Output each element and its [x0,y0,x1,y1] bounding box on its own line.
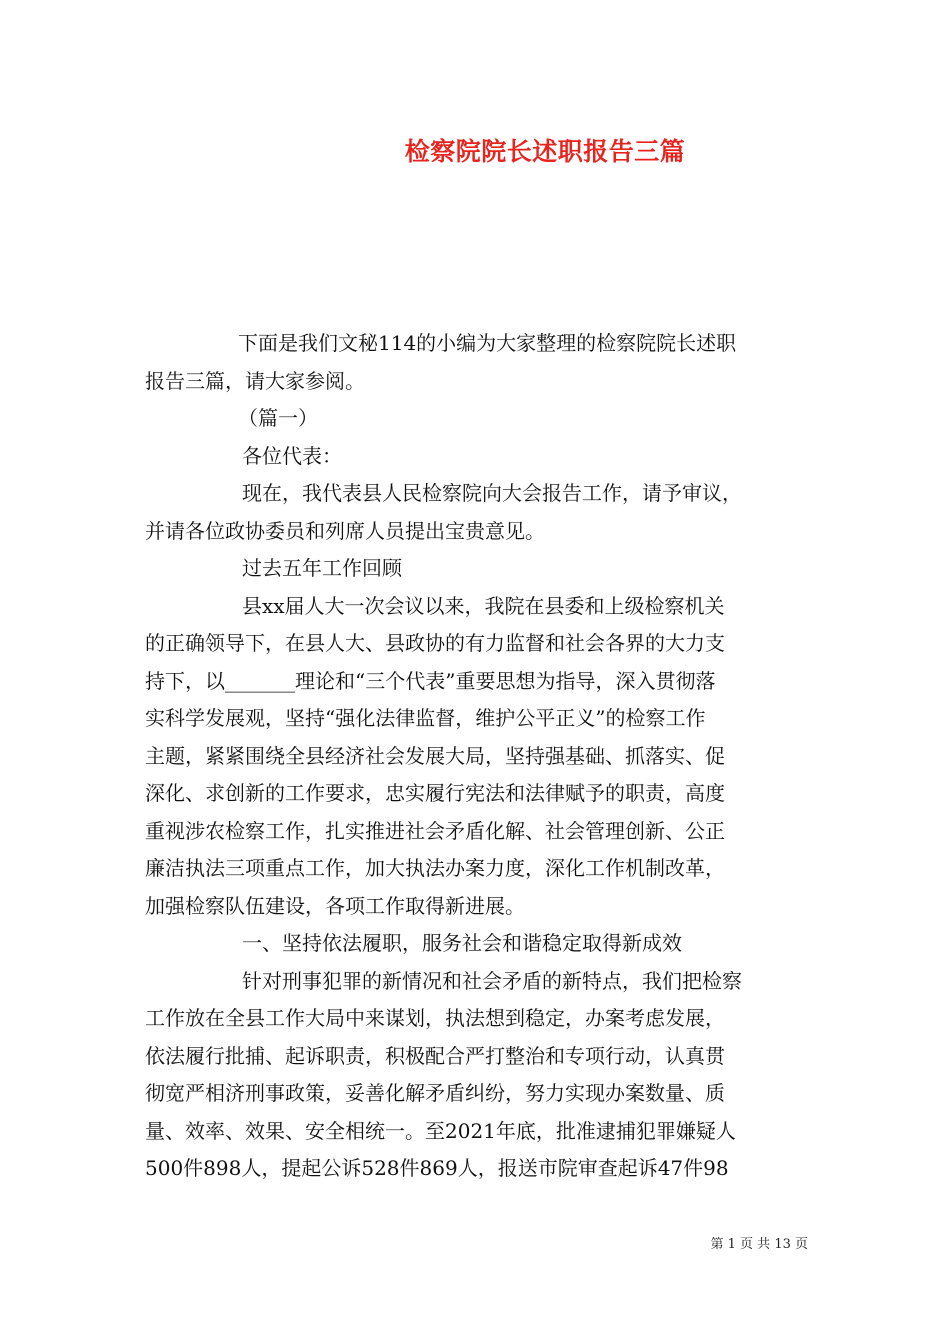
paragraph-line: 量、效率、效果、安全相统一。至2021年底，批准逮捕犯罪嫌疑人 [145,1118,736,1143]
paragraph-line: 并请各位政协委员和列席人员提出宝贵意见。 [145,518,545,543]
paragraph-line: 加强检察队伍建设，各项工作取得新进展。 [145,893,525,918]
intro-line-1: 下面是我们文秘114的小编为大家整理的检察院院长述职 [238,331,737,355]
salutation: 各位代表： [242,443,342,468]
paragraph-line: 持下，以_______理论和“三个代表”重要思想为指导，深入贯彻落 [145,668,716,693]
paragraph-line: 的正确领导下，在县人大、县政协的有力监督和社会各界的大力支 [145,631,725,655]
paragraph-line: 现在，我代表县人民检察院向大会报告工作，请予审议， [242,481,742,505]
paragraph-line: 针对刑事犯罪的新情况和社会矛盾的新特点，我们把检察 [242,968,742,993]
paragraph-line: 主题，紧紧围绕全县经济社会发展大局，坚持强基础、抓落实、促 [145,743,725,768]
paragraph-line: 彻宽严相济刑事政策，妥善化解矛盾纠纷，努力实现办案数量、质 [145,1081,725,1105]
paragraph-line: 县xx届人大一次会议以来，我院在县委和上级检察机关 [242,593,725,618]
section-heading: 过去五年工作回顾 [242,556,402,580]
paragraph-line: 深化、求创新的工作要求，忠实履行宪法和法律赋予的职责，高度 [145,781,725,805]
document-title: 检察院院长述职报告三篇 [404,137,686,166]
paragraph-line: 廉洁执法三项重点工作，加大执法办案力度，深化工作机制改革， [145,856,725,880]
paragraph-line: 依法履行批捕、起诉职责，积极配合严打整治和专项行动，认真贯 [145,1043,725,1068]
paragraph-line: 工作放在全县工作大局中来谋划，执法想到稳定，办案考虑发展， [145,1006,725,1030]
section-label: （篇一） [238,406,318,430]
page-number: 第 1 页 共 13 页 [710,1237,808,1252]
paragraph-line: 500件898人，提起公诉528件869人，报送市院审查起诉47件98 [145,1156,729,1180]
paragraph-line: 重视涉农检察工作，扎实推进社会矛盾化解、社会管理创新、公正 [145,818,725,843]
document-body [145,325,815,1188]
intro-line-2: 报告三篇，请大家参阅。 [145,368,365,393]
paragraph-line: 实科学发展观，坚持“强化法律监督，维护公平正义”的检察工作 [145,706,706,730]
section-heading: 一、坚持依法履职，服务社会和谐稳定取得新成效 [242,931,682,955]
